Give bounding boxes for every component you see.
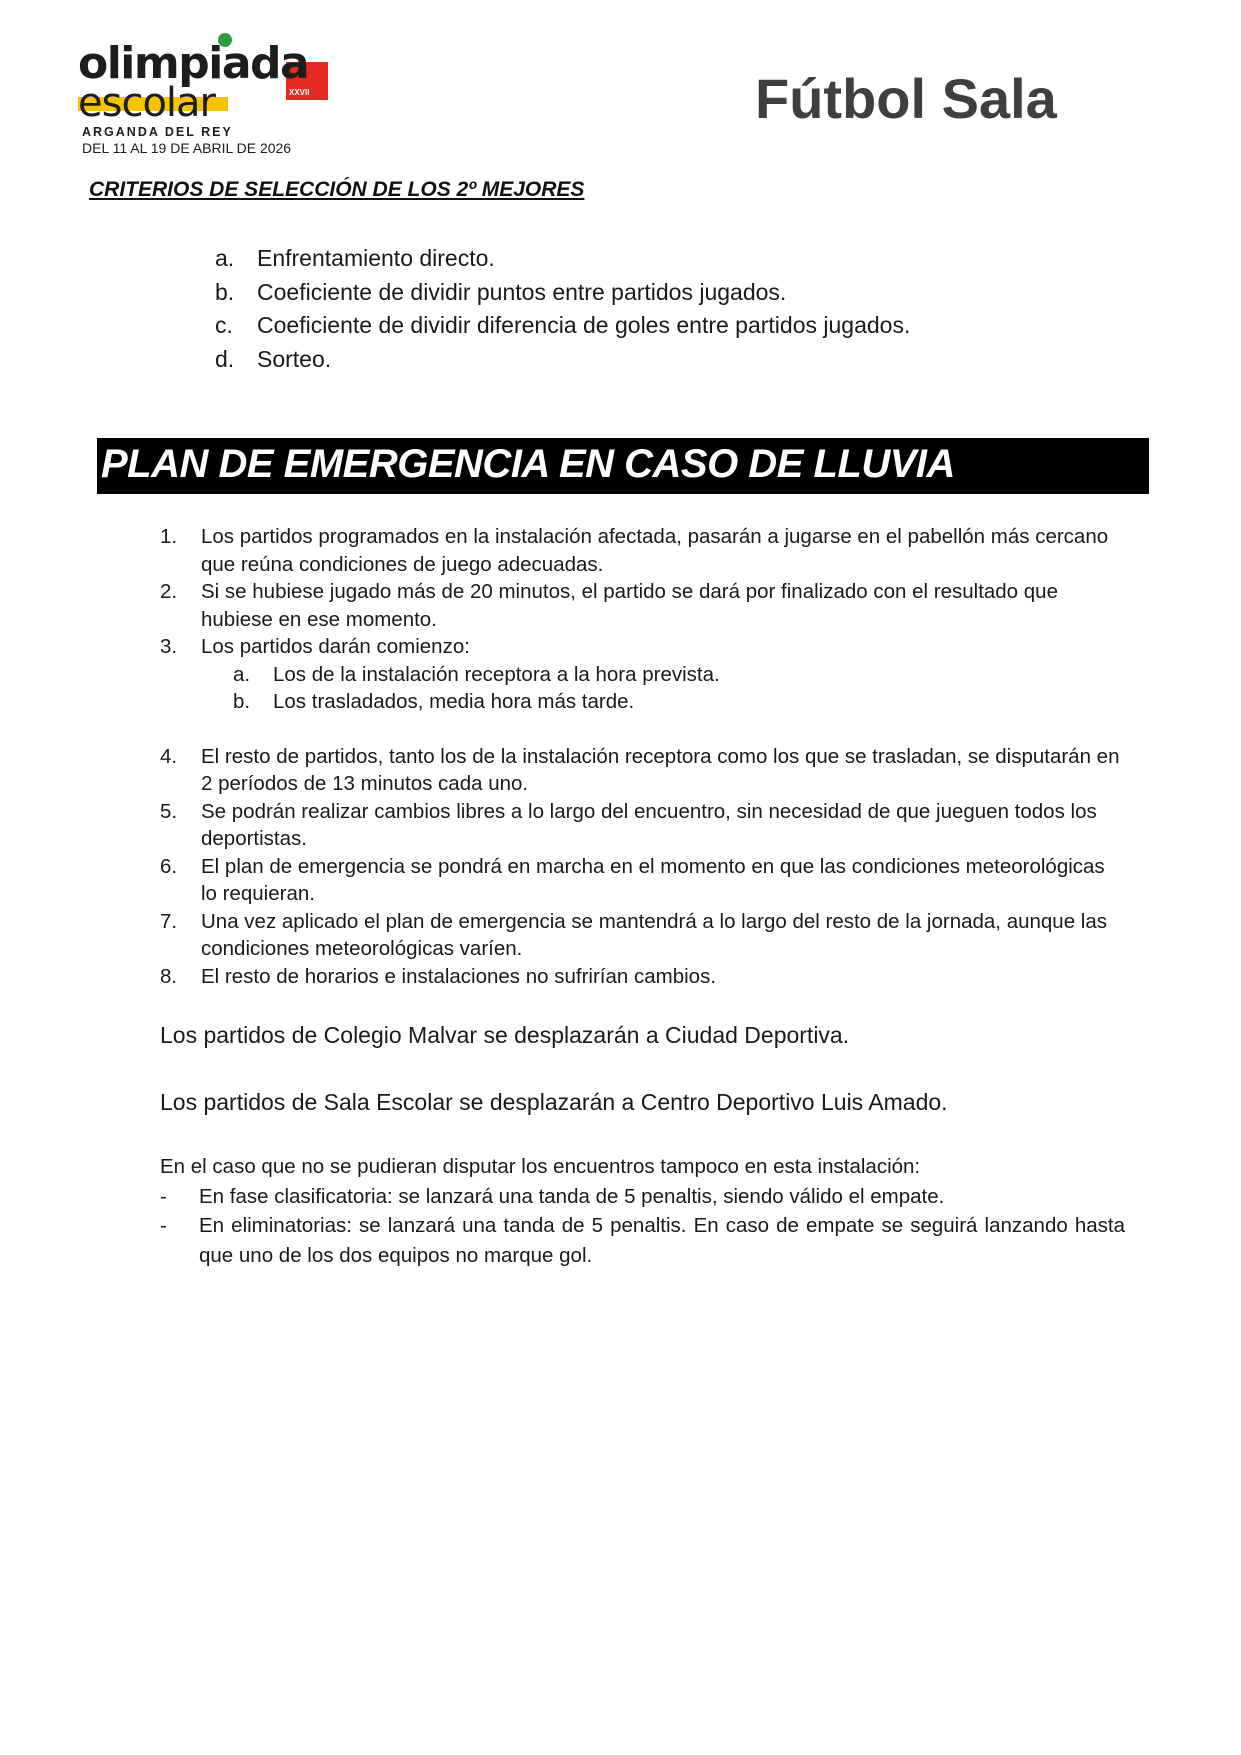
fallback-list: [160, 1182, 1125, 1271]
list-marker: b.: [233, 690, 251, 713]
plan-sub-item: [233, 688, 1120, 716]
plan-sub-item-text: Los de la instalación receptora a la hora prevista.: [273, 662, 720, 686]
list-number: 2.: [160, 580, 178, 603]
list-number: 7.: [160, 909, 178, 933]
plan-sub-item: [233, 661, 1120, 689]
plan-item: [160, 963, 1120, 991]
venue-note: Los partidos de Sala Escolar se desplazarán a Centro Deportivo Luis Amado.: [160, 1089, 948, 1115]
list-number: 6.: [160, 854, 178, 878]
logo-word-escolar: escolar: [78, 80, 215, 126]
list-number: 4.: [160, 744, 178, 768]
list-marker: -: [160, 1214, 167, 1237]
plan-item-text: Se podrán realizar cambios libres a lo largo del encuentro, sin necesidad de que jueguen todos los deportistas.: [201, 799, 1097, 850]
fallback-intro: En el caso que no se pudieran disputar los encuentros tampoco en esta instalación:: [160, 1155, 921, 1178]
criteria-item-text: Enfrentamiento directo.: [257, 245, 495, 271]
plan-item-text: Una vez aplicado el plan de emergencia se mantendrá a lo largo del resto de la jornada, aunque las condiciones meteorológicas varíen.: [201, 909, 1108, 960]
list-marker: c.: [215, 312, 233, 338]
emergency-banner: [97, 438, 1149, 494]
fallback-item-text: En fase clasificatoria: se lanzará una tanda de 5 penaltis, siendo válido el empate.: [199, 1184, 945, 1208]
plan-item-text: El plan de emergencia se pondrá en marcha en el momento en que las condiciones meteorológicas lo requieran.: [201, 854, 1105, 905]
plan-item-text: El resto de horarios e instalaciones no sufrirían cambios.: [201, 964, 717, 988]
plan-item: [160, 853, 1120, 908]
criteria-item-text: Sorteo.: [257, 345, 332, 372]
logo-edition: XXVII: [289, 88, 310, 97]
plan-item: [160, 798, 1120, 853]
logo-dates: DEL 11 AL 19 DE ABRIL DE 2026: [82, 140, 292, 156]
plan-item: [160, 908, 1120, 963]
list-number: 1.: [160, 525, 178, 548]
list-number: 3.: [160, 635, 178, 658]
page-title: Fútbol Sala: [755, 67, 1057, 130]
plan-item-text: Si se hubiese jugado más de 20 minutos, el partido se dará por finalizado con el resultado que hubiese en ese momento.: [201, 580, 1058, 631]
plan-item-text: Los partidos darán comienzo:: [201, 635, 470, 658]
olimpiada-escolar-logo: [78, 30, 328, 160]
list-marker: b.: [215, 278, 235, 305]
list-number: 5.: [160, 799, 178, 823]
criteria-item-text: Coeficiente de dividir puntos entre partidos jugados.: [257, 278, 787, 305]
plan-item: [160, 633, 1120, 743]
list-marker: a.: [233, 662, 251, 686]
list-marker: d.: [215, 345, 235, 372]
criteria-item: [215, 276, 910, 310]
plan-item-text: El resto de partidos, tanto los de la instalación receptora como los que se trasladan, se disputarán en 2 períodos de 13 minutos cada uno.: [201, 744, 1120, 795]
fallback-item: [160, 1211, 1125, 1270]
logo-city: ARGANDA DEL REY: [82, 125, 233, 139]
fallback-item-text: En eliminatorias: se lanzará una tanda de 5 penaltis. En caso de empate se seguirá lanzando hasta que uno de los dos equipos no marque gol.: [199, 1214, 1125, 1267]
plan-item: [160, 743, 1120, 798]
list-marker: -: [160, 1184, 167, 1208]
fallback-item: [160, 1182, 1125, 1212]
criteria-heading: CRITERIOS DE SELECCIÓN DE LOS 2º MEJORES: [89, 178, 585, 201]
criteria-item: [215, 309, 910, 343]
list-spacer: [201, 716, 1120, 743]
plan-item: [160, 523, 1120, 578]
plan-sub-item-text: Los trasladados, media hora más tarde.: [273, 690, 635, 713]
emergency-banner-title: PLAN DE EMERGENCIA EN CASO DE LLUVIA: [101, 442, 955, 486]
fallback-section: [160, 1152, 1125, 1270]
plan-sub-list: [201, 661, 1120, 716]
list-number: 8.: [160, 964, 178, 988]
emergency-plan-list: [160, 523, 1120, 990]
criteria-item: [215, 242, 910, 276]
logo-word-olimpiada: olimpiada: [78, 38, 309, 89]
criteria-item: [215, 343, 910, 377]
list-marker: a.: [215, 245, 235, 271]
criteria-item-text: Coeficiente de dividir diferencia de goles entre partidos jugados.: [257, 312, 911, 338]
plan-item-text: Los partidos programados en la instalación afectada, pasarán a jugarse en el pabellón más cercano que reúna condiciones de juego adecuadas.: [201, 525, 1109, 576]
criteria-list: [215, 242, 910, 376]
plan-item: [160, 578, 1120, 633]
venue-note: Los partidos de Colegio Malvar se desplazarán a Ciudad Deportiva.: [160, 1022, 850, 1048]
